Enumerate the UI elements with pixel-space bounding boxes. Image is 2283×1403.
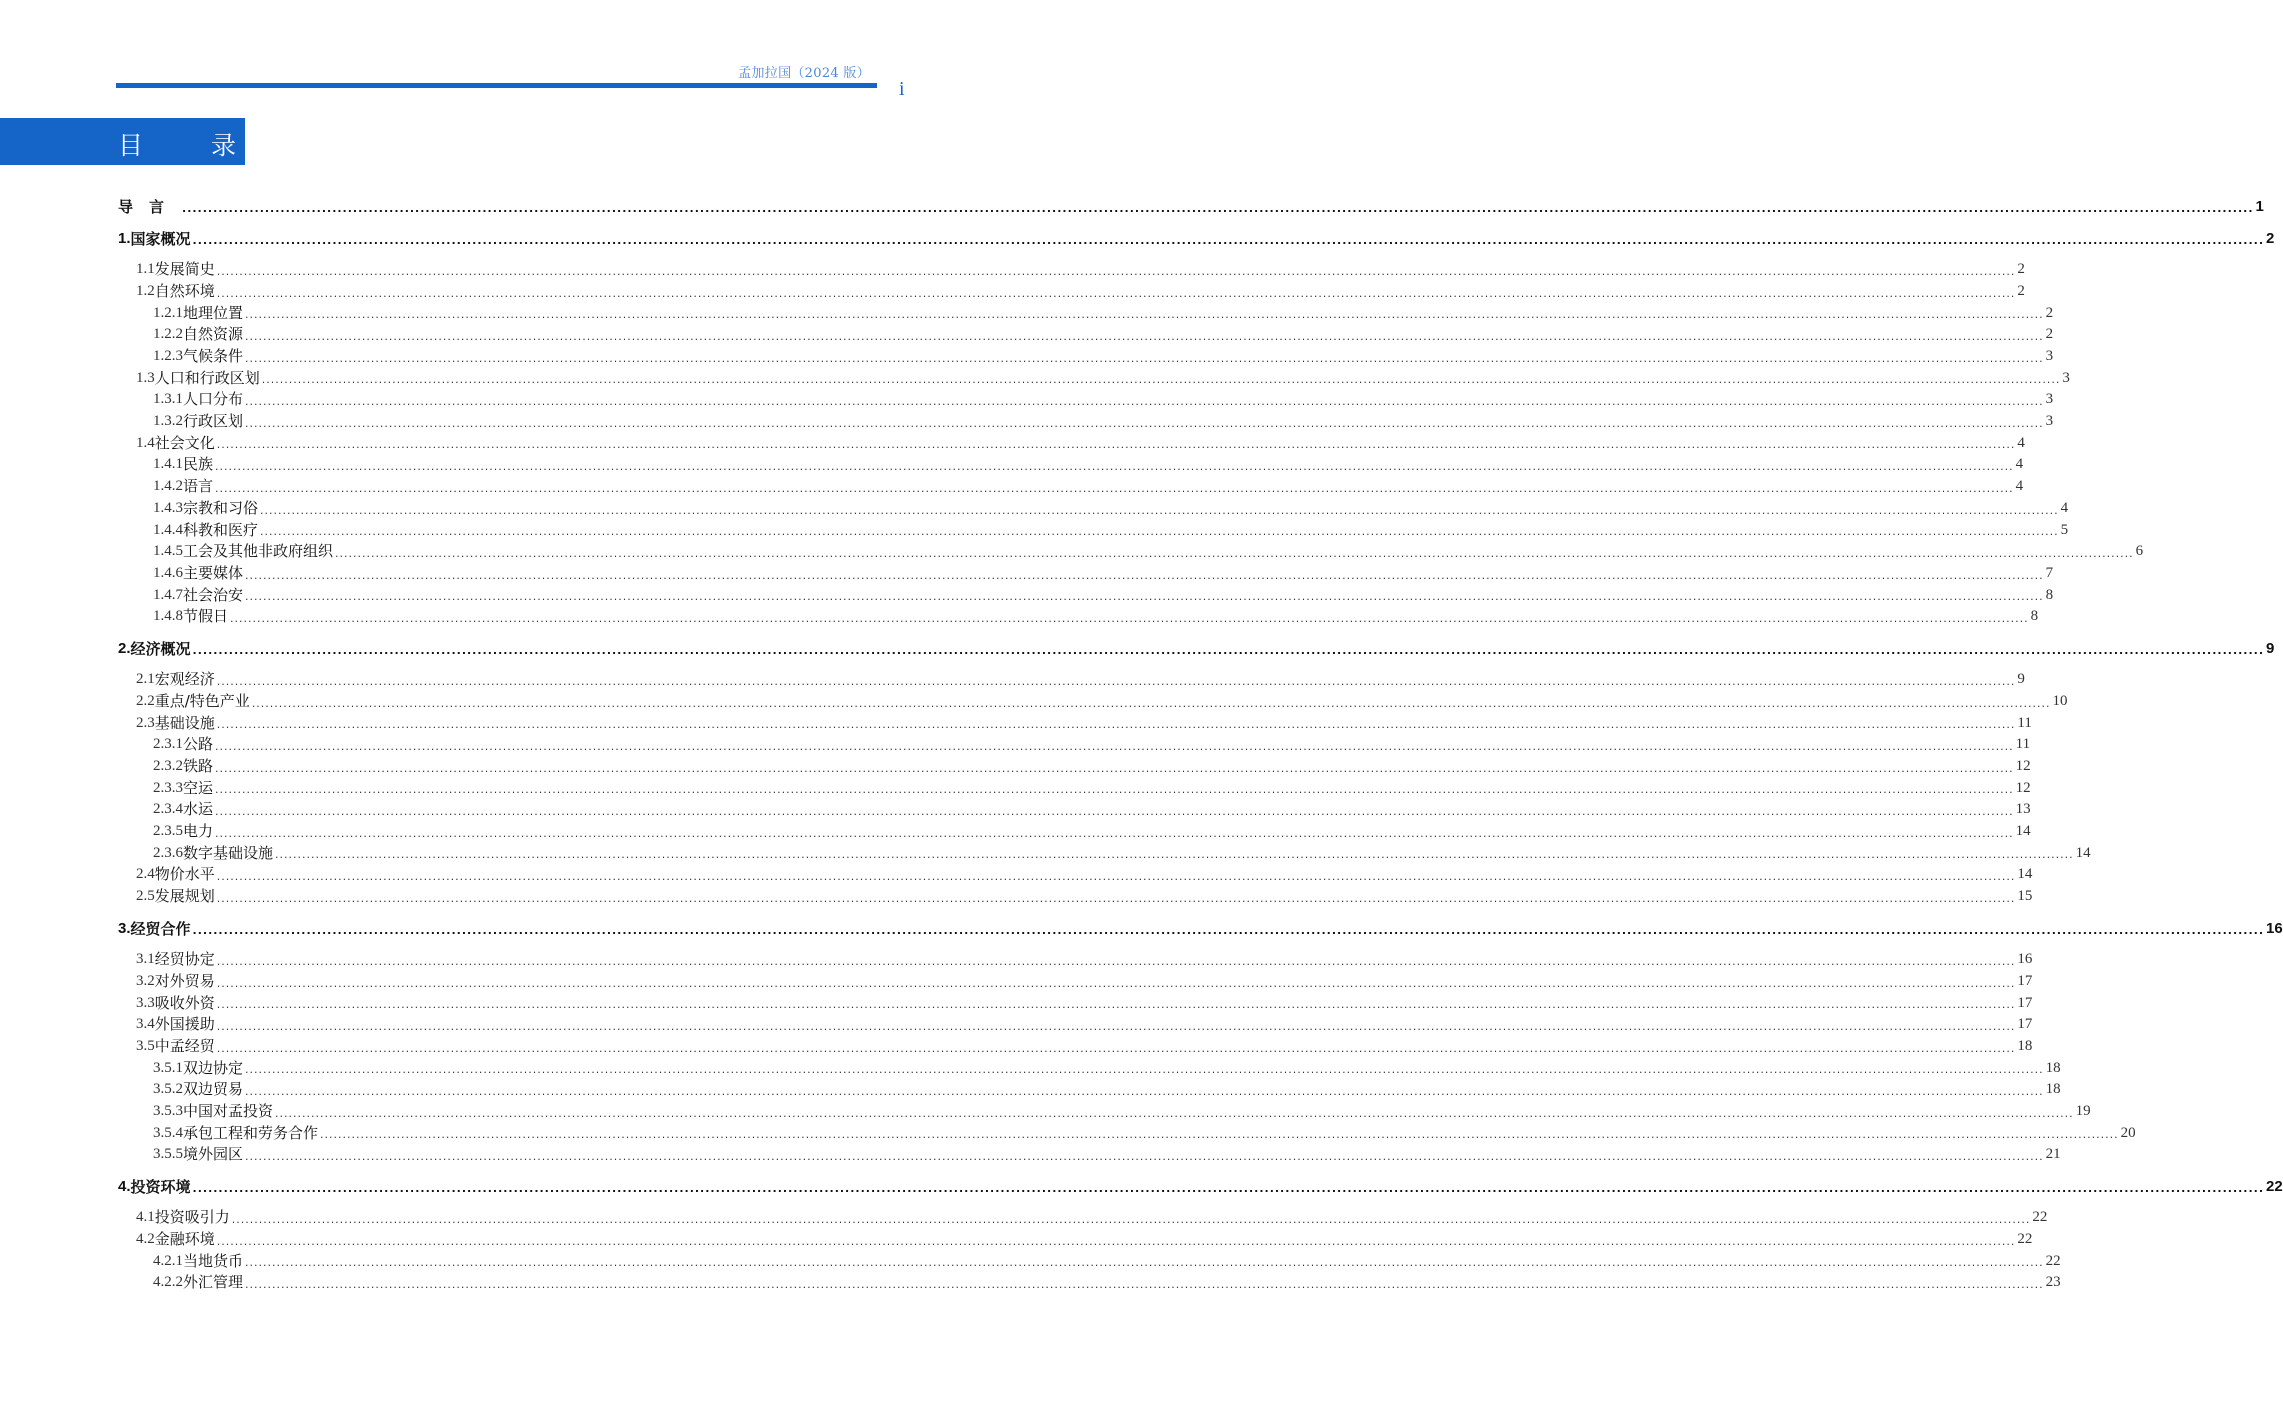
toc-entry-page: 5 (2060, 521, 2069, 538)
toc-entry-number: 2.4 (136, 866, 155, 883)
toc-entry-label: 当地货币 (183, 1251, 244, 1270)
toc-entry[interactable] (0, 971, 2033, 993)
toc-leader-dots: ................................................................................................................................................................................................................................................................................................................................................................................................................ (245, 1084, 2044, 1098)
toc-entry-number: 3.5.1 (153, 1059, 183, 1076)
toc-entry-label: 物价水平 (154, 865, 215, 884)
toc-entry[interactable] (0, 1144, 2061, 1166)
toc-entry[interactable] (0, 1207, 2048, 1229)
toc-leader-dots: ................................................................................................................................................................................................................................................................................................................................................................................................................ (251, 696, 2051, 710)
toc-leader-dots: ................................................................................................................................................................................................................................................................................................................................................................................................................ (215, 481, 2014, 495)
toc-entry-label: 经济概况 (130, 639, 191, 658)
toc-entry-page: 12 (2015, 779, 2031, 796)
toc-entry-label: 投资吸引力 (154, 1208, 230, 1227)
toc-leader-dots: ................................................................................................................................................................................................................................................................................................................................................................................................................ (215, 826, 2014, 840)
toc-entry-label: 重点/特色产业 (154, 691, 250, 710)
toc-entry[interactable] (0, 346, 2054, 368)
toc-entry-label: 气候条件 (183, 347, 244, 366)
toc-entry[interactable] (0, 691, 2068, 713)
toc-entry[interactable] (0, 1229, 2033, 1251)
toc-entry[interactable] (0, 918, 2283, 940)
toc-entry[interactable] (0, 886, 2033, 908)
toc-entry-page: 4 (2017, 434, 2025, 451)
toc-entry-page: 16 (2266, 919, 2283, 937)
toc-entry-page: 14 (2017, 866, 2033, 883)
toc-title-banner (0, 118, 266, 165)
toc-leader-dots: ................................................................................................................................................................................................................................................................................................................................................................................................................ (215, 740, 2014, 754)
toc-leader-dots: ................................................................................................................................................................................................................................................................................................................................................................................................................ (216, 891, 2016, 905)
toc-entry[interactable] (0, 1251, 2061, 1273)
toc-entry-number: 1.4.7 (153, 586, 183, 603)
toc-entry-page: 4 (2015, 456, 2024, 473)
toc-leader-dots: ................................................................................................................................................................................................................................................................................................................................................................................................................ (245, 416, 2044, 430)
toc-leader-dots: ................................................................................................................................................................................................................................................................................................................................................................................................................ (216, 718, 2016, 732)
toc-leader-dots: ................................................................................................................................................................................................................................................................................................................................................................................................................ (335, 546, 2134, 560)
toc-entry-number: 3.5.4 (153, 1124, 183, 1141)
toc-entry-page: 2 (2017, 261, 2025, 278)
toc-entry-number: 3.5.5 (153, 1146, 183, 1163)
toc-entry-page: 12 (2015, 758, 2031, 775)
toc-entry-number: 3.5.3 (153, 1102, 183, 1119)
toc-leader-dots: ................................................................................................................................................................................................................................................................................................................................................................................................................ (192, 1182, 2265, 1196)
toc-entry-page: 13 (2015, 801, 2031, 818)
toc-entry-number: 2.2 (136, 692, 155, 709)
toc-leader-dots: ................................................................................................................................................................................................................................................................................................................................................................................................................ (245, 1256, 2044, 1270)
toc-entry-number: 2.3.1 (153, 736, 183, 753)
toc-entry-number: 2.3 (136, 714, 155, 731)
toc-entry-number: 1. (118, 230, 131, 247)
toc-entry-page: 14 (2075, 844, 2091, 861)
toc-entry-number: 1.4.6 (153, 564, 183, 581)
toc-leader-dots: ................................................................................................................................................................................................................................................................................................................................................................................................................ (192, 643, 2265, 657)
toc-entry-page: 22 (2266, 1178, 2283, 1196)
toc-entry[interactable] (0, 949, 2033, 971)
toc-entry[interactable] (0, 368, 2070, 390)
toc-entry[interactable] (0, 638, 2275, 660)
toc-entry[interactable] (0, 756, 2031, 778)
toc-entry-label: 科教和医疗 (183, 520, 259, 539)
toc-entry-page: 17 (2017, 994, 2033, 1011)
toc-leader-dots: ................................................................................................................................................................................................................................................................................................................................................................................................................ (245, 568, 2044, 582)
toc-entry-page: 2 (2266, 230, 2275, 247)
toc-entry-label: 人口和行政区划 (154, 368, 260, 387)
toc-entry-label: 铁路 (183, 757, 214, 776)
toc-entry-page: 17 (2017, 972, 2033, 989)
toc-entry-page: 22 (2032, 1209, 2048, 1226)
toc-leader-dots: ................................................................................................................................................................................................................................................................................................................................................................................................................ (245, 395, 2044, 409)
toc-entry[interactable] (0, 563, 2054, 585)
toc-entry[interactable] (0, 259, 2025, 281)
toc-entry-page: 22 (2017, 1230, 2033, 1247)
toc-entry-page: 23 (2045, 1274, 2061, 1291)
toc-entry-number: 2.3.4 (153, 801, 183, 818)
toc-entry-number: 2.1 (136, 671, 155, 688)
toc-entry-label: 双边协定 (183, 1058, 244, 1077)
toc-entry-number: 1.3.1 (153, 391, 183, 408)
toc-entry-page: 3 (2045, 348, 2054, 365)
toc-entry-number: 3.4 (136, 1016, 155, 1033)
toc-entry[interactable] (0, 585, 2054, 607)
toc-leader-dots: ................................................................................................................................................................................................................................................................................................................................................................................................................ (245, 351, 2044, 365)
toc-entry-label: 导言 (118, 198, 181, 216)
toc-entry-number: 1.4.3 (153, 499, 183, 516)
toc-entry-number: 3.5.2 (153, 1081, 183, 1098)
toc-entry-number: 2.3.2 (153, 758, 183, 775)
toc-entry-page: 8 (2030, 608, 2039, 625)
toc-leader-dots: ................................................................................................................................................................................................................................................................................................................................................................................................................ (260, 503, 2059, 517)
toc-entry-number: 2.3.5 (153, 823, 183, 840)
toc-entry-label: 空运 (183, 778, 214, 797)
toc-entry[interactable] (0, 669, 2025, 691)
toc-entry-label: 社会文化 (154, 433, 215, 452)
toc-entry-number: 1.2.3 (153, 348, 183, 365)
toc-leader-dots: ................................................................................................................................................................................................................................................................................................................................................................................................................ (216, 870, 2016, 884)
toc-entry[interactable] (0, 281, 2025, 303)
toc-entry[interactable] (0, 713, 2032, 735)
toc-entry-page: 17 (2017, 1016, 2033, 1033)
toc-entry-page: 14 (2015, 823, 2031, 840)
toc-entry[interactable] (0, 778, 2031, 800)
toc-leader-dots: ................................................................................................................................................................................................................................................................................................................................................................................................................ (216, 976, 2016, 990)
toc-entry[interactable] (0, 1079, 2061, 1101)
toc-entry-number: 2. (118, 639, 131, 657)
toc-entry[interactable] (0, 303, 2054, 325)
toc-entry-number: 2.3.6 (153, 844, 183, 861)
toc-entry[interactable] (0, 864, 2033, 886)
toc-leader-dots: ................................................................................................................................................................................................................................................................................................................................................................................................................ (245, 1150, 2044, 1164)
toc-entry-label: 数字基础设施 (183, 843, 274, 862)
toc-entry-number: 1.4.4 (153, 521, 183, 538)
toc-entry-number: 3.2 (136, 972, 155, 989)
toc-entry[interactable] (0, 433, 2025, 455)
toc-entry-label: 发展规划 (154, 887, 215, 906)
toc-entry[interactable] (0, 411, 2054, 433)
toc-entry-page: 18 (2045, 1081, 2061, 1098)
toc-entry-page: 15 (2017, 888, 2033, 905)
toc-leader-dots: ................................................................................................................................................................................................................................................................................................................................................................................................................ (320, 1128, 2119, 1142)
toc-leader-dots: ................................................................................................................................................................................................................................................................................................................................................................................................................ (245, 308, 2044, 322)
toc-entry[interactable] (0, 993, 2033, 1015)
toc-entry-label: 中孟经贸 (154, 1036, 215, 1055)
toc-entry-label: 社会治安 (183, 585, 244, 604)
toc-entry-label: 基础设施 (154, 713, 215, 732)
toc-entry-number: 2.3.3 (153, 779, 183, 796)
toc-leader-dots: ................................................................................................................................................................................................................................................................................................................................................................................................................ (245, 590, 2044, 604)
toc-entry-label: 人口分布 (183, 390, 244, 409)
toc-entry-number: 1.2 (136, 282, 155, 299)
toc-entry[interactable] (0, 1058, 2061, 1080)
toc-entry-page: 19 (2075, 1102, 2091, 1119)
header-rule (116, 83, 877, 88)
toc-entry-page: 3 (2045, 413, 2054, 430)
toc-entry-label: 国家概况 (130, 230, 191, 248)
toc-entry-page: 18 (2045, 1059, 2061, 1076)
toc-entry-number: 1.4.1 (153, 456, 183, 473)
toc-entry-page: 7 (2045, 564, 2054, 581)
toc-leader-dots: ................................................................................................................................................................................................................................................................................................................................................................................................................ (216, 286, 2016, 300)
toc-entry-number: 4.2 (136, 1230, 155, 1247)
toc-entry-label: 工会及其他非政府组织 (183, 542, 334, 561)
toc-entry-page: 9 (2017, 671, 2025, 688)
toc-entry[interactable] (0, 389, 2054, 411)
toc-leader-dots: ................................................................................................................................................................................................................................................................................................................................................................................................................ (215, 783, 2014, 797)
toc-entry-label: 双边贸易 (183, 1080, 244, 1099)
toc-leader-dots: ................................................................................................................................................................................................................................................................................................................................................................................................................ (230, 611, 2029, 625)
toc-entry[interactable] (0, 843, 2091, 865)
toc-leader-dots: ................................................................................................................................................................................................................................................................................................................................................................................................................ (231, 1213, 2031, 1226)
toc-entry[interactable] (0, 454, 2024, 476)
toc-leader-dots: ................................................................................................................................................................................................................................................................................................................................................................................................................ (192, 923, 2265, 937)
toc-title: 目 录 (118, 131, 266, 160)
toc-entry-number: 1.3 (136, 369, 155, 386)
toc-leader-dots: ................................................................................................................................................................................................................................................................................................................................................................................................................ (216, 674, 2016, 688)
toc-entry[interactable] (0, 821, 2031, 843)
running-header-title: 孟加拉国（2024 版） (738, 66, 870, 81)
toc-entry-number: 1.4.8 (153, 608, 183, 625)
toc-leader-dots: ................................................................................................................................................................................................................................................................................................................................................................................................................ (245, 330, 2044, 344)
toc-leader-dots: ................................................................................................................................................................................................................................................................................................................................................................................................................ (245, 1063, 2044, 1077)
toc-entry[interactable] (0, 520, 2069, 542)
toc-entry-page: 22 (2045, 1252, 2061, 1269)
toc-entry-page: 4 (2060, 499, 2069, 516)
toc-entry-page: 9 (2266, 639, 2275, 657)
toc-entry-page: 2 (2045, 304, 2054, 321)
toc-entry-number: 3.5 (136, 1037, 155, 1054)
toc-entry-number: 4. (118, 1178, 131, 1196)
toc-entry-number: 2.5 (136, 888, 155, 905)
toc-entry[interactable] (0, 606, 2039, 628)
toc-leader-dots: ................................................................................................................................................................................................................................................................................................................................................................................................................ (216, 1041, 2016, 1055)
toc-entry-page: 16 (2017, 951, 2033, 968)
toc-entry-label: 发展简史 (154, 260, 215, 279)
toc-entry-page: 2 (2045, 326, 2054, 343)
toc-entry-label: 经贸合作 (130, 919, 191, 938)
toc-entry[interactable] (0, 1272, 2061, 1294)
toc-entry[interactable] (0, 1123, 2136, 1145)
toc-leader-dots: ................................................................................................................................................................................................................................................................................................................................................................................................................ (216, 264, 2016, 278)
toc-entry-page: 11 (2015, 736, 2031, 753)
toc-entry-page: 18 (2017, 1037, 2033, 1054)
toc-entry-label: 对外贸易 (154, 971, 215, 990)
toc-entry-label: 行政区划 (183, 412, 244, 431)
toc-leader-dots: ................................................................................................................................................................................................................................................................................................................................................................................................................ (216, 998, 2016, 1012)
toc-entry-label: 节假日 (183, 607, 229, 626)
toc-leader-dots: ................................................................................................................................................................................................................................................................................................................................................................................................................ (215, 761, 2014, 775)
toc-leader-dots: ................................................................................................................................................................................................................................................................................................................................................................................................................ (261, 373, 2061, 387)
toc-entry-label: 境外园区 (183, 1145, 244, 1164)
toc-entry-number: 1.1 (136, 261, 155, 278)
toc-entry-page: 20 (2120, 1124, 2136, 1141)
page-number: i (899, 78, 905, 100)
toc-entry-number: 1.3.2 (153, 413, 183, 430)
toc-entry[interactable] (0, 498, 2069, 520)
toc-entry-number: 4.1 (136, 1209, 155, 1226)
toc-entry-number: 1.4.2 (153, 478, 183, 495)
toc-entry-label: 水运 (183, 800, 214, 819)
toc-entry-page: 1 (2255, 198, 2264, 215)
toc-leader-dots: ................................................................................................................................................................................................................................................................................................................................................................................................................ (216, 1234, 2016, 1248)
toc-leader-dots: ................................................................................................................................................................................................................................................................................................................................................................................................................ (275, 1106, 2074, 1120)
toc-entry[interactable] (0, 1101, 2091, 1123)
toc-entry-number: 4.2.2 (153, 1274, 183, 1291)
toc-entry-page: 11 (2017, 714, 2032, 731)
toc-entry-label: 电力 (183, 822, 214, 841)
toc-leader-dots: ................................................................................................................................................................................................................................................................................................................................................................................................................ (215, 805, 2014, 819)
toc-entry[interactable] (0, 734, 2031, 756)
toc-entry-label: 自然资源 (183, 325, 244, 344)
toc-entry-label: 外国援助 (154, 1015, 215, 1034)
toc-entry-page: 3 (2062, 369, 2070, 386)
toc-entry[interactable] (0, 1176, 2283, 1198)
toc-entry[interactable] (0, 476, 2024, 498)
toc-entry-label: 自然环境 (154, 281, 215, 300)
toc-leader-dots: ................................................................................................................................................................................................................................................................................................................................................................................................................ (245, 1278, 2044, 1292)
toc-entry-number: 3.1 (136, 951, 155, 968)
toc-entry-number: 1.2.2 (153, 326, 183, 343)
toc-entry-label: 民族 (183, 455, 214, 474)
toc-entry[interactable] (0, 1014, 2033, 1036)
toc-entry-page: 4 (2015, 478, 2024, 495)
toc-entry-label: 主要媒体 (183, 563, 244, 582)
toc-entry-number: 1.4 (136, 434, 155, 451)
toc-entry-label: 金融环境 (154, 1229, 215, 1248)
toc-entry[interactable] (0, 799, 2031, 821)
toc-entry-label: 中国对孟投资 (183, 1101, 274, 1120)
toc-leader-dots: ................................................................................................................................................................................................................................................................................................................................................................................................................ (215, 460, 2014, 474)
toc-entry[interactable] (0, 228, 2275, 250)
toc-entry-page: 21 (2045, 1146, 2061, 1163)
toc-entry-label: 地理位置 (183, 303, 244, 322)
toc-leader-dots: ................................................................................................................................................................................................................................................................................................................................................................................................................ (275, 848, 2074, 862)
toc-leader-dots: ................................................................................................................................................................................................................................................................................................................................................................................................................ (216, 954, 2016, 968)
toc-entry-number: 4.2.1 (153, 1252, 183, 1269)
toc-entry-page: 3 (2045, 391, 2054, 408)
toc-leader-dots: ................................................................................................................................................................................................................................................................................................................................................................................................................ (260, 525, 2059, 539)
toc-entry-label: 语言 (183, 477, 214, 496)
toc-entry-number: 1.4.5 (153, 543, 183, 560)
toc-entry-label: 经贸协定 (154, 950, 215, 969)
toc-leader-dots: ................................................................................................................................................................................................................................................................................................................................................................................................................ (192, 234, 2265, 247)
toc-entry[interactable] (0, 1036, 2033, 1058)
toc-entry[interactable] (0, 541, 2144, 563)
toc-leader-dots: ................................................................................................................................................................................................................................................................................................................................................................................................................ (182, 202, 2254, 215)
toc-entry-label: 吸收外资 (154, 993, 215, 1012)
toc-leader-dots: ................................................................................................................................................................................................................................................................................................................................................................................................................ (216, 438, 2016, 452)
toc-entry-number: 3.3 (136, 994, 155, 1011)
toc-entry-page: 8 (2045, 586, 2054, 603)
toc-entry-page: 6 (2135, 543, 2144, 560)
toc-entry-number: 1.2.1 (153, 304, 183, 321)
toc-entry-label: 投资环境 (130, 1178, 191, 1197)
toc-entry-label: 宗教和习俗 (183, 498, 259, 517)
toc-entry-label: 外汇管理 (183, 1273, 244, 1292)
toc-entry-page: 10 (2052, 692, 2068, 709)
toc-entry-label: 宏观经济 (154, 670, 215, 689)
toc-entry-label: 公路 (183, 735, 214, 754)
toc-entry[interactable] (0, 196, 2264, 218)
table-of-contents (0, 196, 2283, 1294)
toc-entry[interactable] (0, 324, 2054, 346)
toc-entry-label: 承包工程和劳务合作 (183, 1123, 319, 1142)
toc-entry-number: 3. (118, 919, 131, 937)
toc-entry-page: 2 (2017, 282, 2025, 299)
toc-leader-dots: ................................................................................................................................................................................................................................................................................................................................................................................................................ (216, 1019, 2016, 1033)
